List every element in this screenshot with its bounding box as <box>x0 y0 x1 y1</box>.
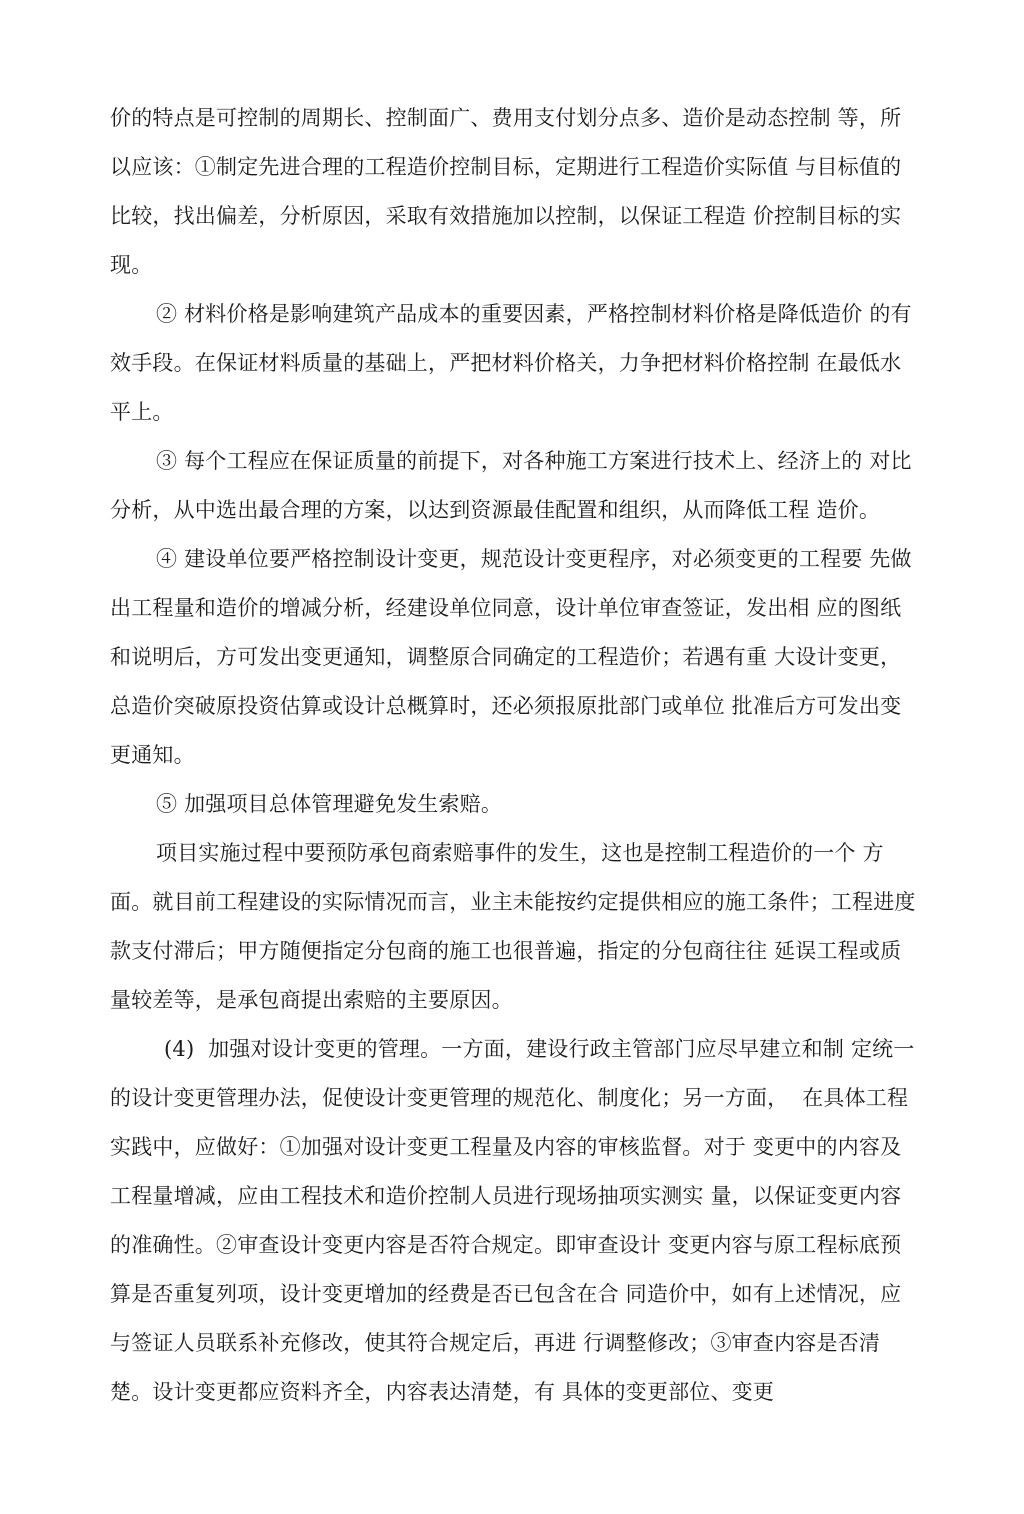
paragraph: ② 材料价格是影响建筑产品成本的重要因素，严格控制材料价格是降低造价 的有效手段。在保证材料质量的基础上，严把材料价格关，力争把材料价格控制 在最低水平上。 <box>110 302 912 424</box>
paragraph-5-block <box>110 829 916 1025</box>
paragraph: ⑤ 加强项目总体管理避免发生索赔。 <box>156 792 503 816</box>
paragraph: (4) 加强对设计变更的管理。一方面，建设行政主管部门应尽早建立和制 定统一的设计变更管理办法，促使设计变更管理的规范化、制度化；另一方面， 在具体工程实践中，应做好：①加强对设计变更工程量及内容的审核监督。对于 变更中的内容及工程量增减，应由工程技术和造价控制人员进行现场抽项实测实 量，以保证变更内容的准确性。②审查设计变更内容是否符合规定。即审查设计 变更内容与原工程标底预算是否重复列项，设计变更增加的经费是否已包含在合 同造价中，如有上述情况，应与签证人员联系补充修改，使其符合规定后，再进 行调整修改；③审查内容是否清楚。设计变更都应资料齐全，内容表达清楚，有 具体的变更部位、变更 <box>110 1037 915 1404</box>
paragraph-2-block <box>110 437 916 535</box>
paragraph: 价的特点是可控制的周期长、控制面广、费用支付划分点多、造价是动态控制 等，所以应该：①制定先进合理的工程造价控制目标，定期进行工程造价实际值 与目标值的比较，找出偏差，分析原因，采取有效措施加以控制，以保证工程造 价控制目标的实现。 <box>110 106 902 277</box>
paragraph-4-block <box>110 780 916 829</box>
paragraph-3-block <box>110 535 916 780</box>
paragraph-1-block <box>110 290 916 437</box>
paragraph-6-block <box>110 1025 916 1417</box>
paragraph-0-block <box>110 94 916 290</box>
paragraph: ③ 每个工程应在保证质量的前提下，对各种施工方案进行技术上、经济上的 对比分析，从中选出最合理的方案，以达到资源最佳配置和组织，从而降低工程 造价。 <box>110 449 912 522</box>
paragraph: 项目实施过程中要预防承包商索赔事件的发生，这也是控制工程造价的一个 方面。就目前工程建设的实际情况而言，业主未能按约定提供相应的施工条件；工程进度款支付滞后；甲方随便指定分包商的施工也很普遍，指定的分包商往往 延误工程或质量较差等，是承包商提出索赔的主要原因。 <box>110 841 916 1012</box>
paragraph: ④ 建设单位要严格控制设计变更，规范设计变更程序，对必须变更的工程要 先做出工程量和造价的增减分析，经建设单位同意，设计单位审查签证，发出相 应的图纸和说明后，方可发出变更通知，调整原合同确定的工程造价；若遇有重 大设计变更，总造价突破原投资估算或设计总概算时，还必须报原批部门或单位 批准后方可发出变更通知。 <box>110 547 912 767</box>
